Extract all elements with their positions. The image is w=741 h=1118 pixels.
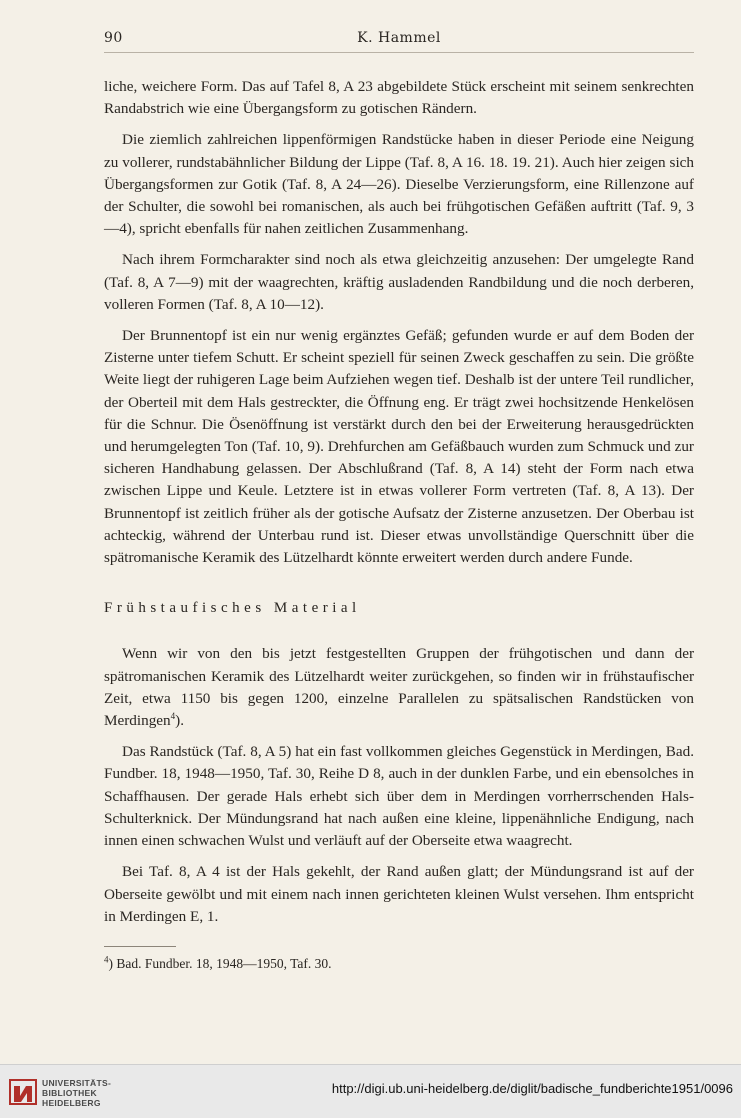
footnote-mark-close: ) (108, 955, 113, 971)
paragraph-2: Die ziemlich zahlreichen lippenförmigen Randstücke haben in dieser Periode eine Neigung zu vollerer, rundstabähnlicher Bildung der Lippe (Taf. 8, A 16. 18. 19. 21). Auch hier zeigen sich Übergangsformen zur Gotik (Taf. 8, A 24—26). Dieselbe Verzierungsform, eine Rillenzone auf der Schulter, die sowohl bei romanischen, als auch bei frühgotischen Gefäßen auftritt (Taf. 9, 3—4), spricht ebenfalls für nahen zeitlichen Zusammenhang. (104, 131, 694, 238)
library-name-line-1: UNIVERSITÄTS- (42, 1078, 112, 1088)
section-paragraph-3: Bei Taf. 8, A 4 ist der Hals gekehlt, der Rand außen glatt; der Mündungsrand ist auf der Oberseite gewölbt und mit einem nach innen gerichteten kleinen Wulst versehen. Ihm entspricht in Merdingen E, 1. (104, 863, 694, 925)
library-name-line-3: HEIDELBERG (42, 1098, 101, 1108)
paragraph-4: Der Brunnentopf ist ein nur wenig ergänztes Gefäß; gefunden wurde er auf dem Boden der Zisterne unter tiefem Schutt. Er scheint speziell für seinen Zweck geschaffen zu sein. Die größte Weite liegt der ruhigeren Lage beim Aufziehen wegen tief. Deshalb ist der untere Teil rundlicher, der Oberteil mit dem Hals gestreckter, die Öffnung eng. Er trägt zwei hochsitzende Henkelösen für die Schnur. Die Ösenöffnung ist verstärkt durch den bei der Erweiterung herausgedrückten und herumgelegten Ton (Taf. 10, 9). Drehfurchen am Gefäßbauch wurden zum Schmuck und zur sicheren Handhabung gelassen. Der Abschlußrand (Taf. 8, A 14) steht der Form nach etwa zwischen Lippe und Keule. Letztere ist in etwas vollerer Form vertreten (Taf. 8, A 13). Der Brunnentopf ist zeitlich früher als der gotische Aufsatz der Zisterne anzusetzen. Der Oberbau ist achteckig, während der Unterbau rund ist. Dieser etwas unvollständige Querschnitt über die spätromanische Keramik des Lützelhardt könnte erweitert werden durch andere Funde. (104, 327, 694, 567)
section-paragraph-1-text: Wenn wir von den bis jetzt festgestellten Gruppen der frühgotischen und dann der spätromanischen Keramik des Lützelhardt weiter zurückgehen, so finden wir in frühstaufischer Zeit, etwa 1150 bis gegen 1200, einzelne Parallelen zu spätsalischen Randstücken von Merdingen (104, 645, 694, 730)
section-heading: Frühstaufisches Material (104, 600, 361, 617)
footnote-mark: 4 (104, 954, 109, 965)
library-name-line-2: BIBLIOTHEK (42, 1088, 97, 1098)
running-head: K. Hammel (357, 30, 441, 46)
section-paragraph-1-end: ). (175, 712, 184, 730)
page-number: 90 (104, 30, 123, 46)
footnote-text: Bad. Fundber. 18, 1948—1950, Taf. 30. (113, 955, 332, 971)
paragraph-1: liche, weichere Form. Das auf Tafel 8, A 23 abgebildete Stück erscheint mit seinem senkrechten Randabstrich wie eine Übergangsform zu gotischen Rändern. (104, 78, 694, 118)
page-header (104, 30, 694, 54)
header-rule (104, 52, 694, 53)
paragraph-3: Nach ihrem Formcharakter sind noch als etwa gleichzeitig anzusehen: Der umgelegte Rand (Taf. 8, A 7—9) mit der waagrechten, kräftig ausladenden Randbildung und die noch derberen, volleren Formen (Taf. 8, A 10—12). (104, 251, 694, 313)
footnote (104, 955, 694, 973)
university-library-logo-icon[interactable] (8, 1076, 38, 1108)
section-paragraph-1 (104, 643, 694, 732)
permalink-url[interactable]: http://digi.ub.uni-heidelberg.de/diglit/badische_fundberichte1951/0096 (331, 1081, 733, 1096)
footnote-rule (104, 946, 176, 947)
body-text (104, 76, 694, 973)
library-name (42, 1078, 111, 1108)
footnote-reference[interactable]: 4 (170, 711, 176, 722)
section-paragraph-2: Das Randstück (Taf. 8, A 5) hat ein fast vollkommen gleiches Gegenstück in Merdingen, Bad. Fundber. 18, 1948—1950, Taf. 30, Reihe D 8, auch in der dunklen Farbe, und ein ebensolches in Schaffhausen. Der gerade Hals erhebt sich über dem in Merdingen vorrherrschenden Hals-Schulterknick. Der Mündungsrand hat nach außen eine kleine, lippenähnliche Endigung, nach innen einen schwachen Wulst und verläuft auf der Oberseite etwa waagrecht. (104, 743, 694, 850)
footer-bar (0, 1064, 741, 1118)
